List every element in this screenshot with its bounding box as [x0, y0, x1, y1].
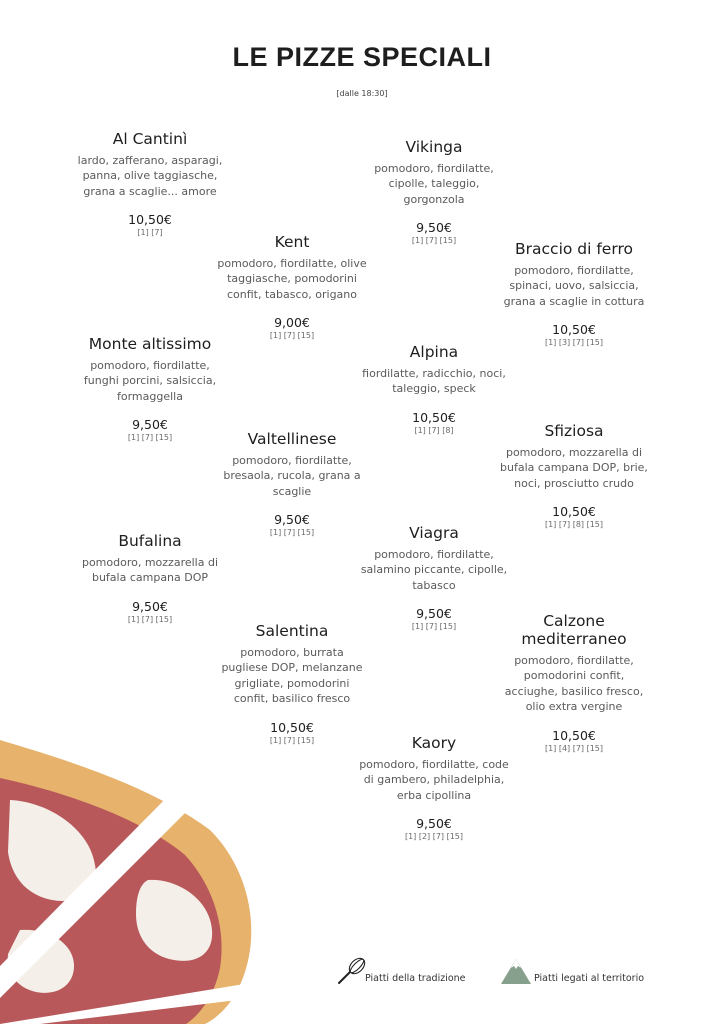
pizza-item-al-cantini	[75, 130, 225, 237]
pizza-item-kaory	[359, 734, 509, 841]
pizza-ingredients: lardo, zafferano, asparagi, panna, olive taggiasche, grana a scaglie... amore	[77, 154, 223, 198]
pizza-name: Alpina	[409, 343, 459, 361]
pizza-allergens: [1] [4] [7] [15]	[544, 743, 604, 753]
pizza-name: Vikinga	[405, 138, 463, 156]
pizza-allergens: [1] [7] [15]	[269, 528, 315, 538]
pizza-item-sfiziosa	[499, 422, 649, 529]
pizza-price: 10,50€	[128, 212, 172, 228]
pizza-price: 10,50€	[270, 719, 314, 735]
pizza-ingredients: pomodoro, fiordilatte, funghi porcini, salsiccia, formaggella	[83, 359, 217, 403]
pizza-name: Bufalina	[118, 532, 182, 550]
pizza-allergens: [1] [3] [7] [15]	[544, 338, 604, 348]
pizza-item-monte-altissimo	[75, 335, 225, 442]
pizza-allergens: [1] [7]	[137, 228, 163, 238]
pizza-ingredients: fiordilatte, radicchio, noci, taleggio, speck	[362, 367, 506, 396]
pizza-ingredients: pomodoro, fiordilatte, salamino piccante, cipolle, tabasco	[360, 548, 508, 592]
pizza-allergens: [1] [7] [8]	[414, 425, 454, 435]
pizza-item-salentina	[217, 622, 367, 745]
pizza-price: 9,50€	[416, 816, 452, 832]
pizza-item-braccio-di-ferro	[499, 240, 649, 347]
pizza-allergens: [1] [7] [15]	[269, 331, 315, 341]
pizza-name: Al Cantinì	[112, 130, 188, 148]
pizza-price: 9,00€	[274, 315, 310, 331]
pizza-allergens: [1] [7] [15]	[127, 614, 173, 624]
pizza-price: 9,50€	[132, 598, 168, 614]
pizza-ingredients: pomodoro, fiordilatte, olive taggiasche, pomodorini confit, tabasco, origano	[217, 257, 367, 301]
pizza-price: 9,50€	[416, 220, 452, 236]
pizza-ingredients: pomodoro, fiordilatte, cipolle, taleggio, gorgonzola	[374, 162, 494, 206]
pizza-price: 10,50€	[552, 727, 596, 743]
whisk-icon	[337, 956, 367, 986]
pizza-item-vikinga	[359, 138, 509, 245]
pizza-item-bufalina	[75, 532, 225, 624]
page-subtitle: [dalle 18:30]	[336, 89, 388, 98]
pizza-allergens: [1] [7] [15]	[127, 433, 173, 443]
pizza-price: 10,50€	[412, 409, 456, 425]
pizza-name: Braccio di ferro	[515, 240, 633, 258]
pizza-ingredients: pomodoro, mozzarella di bufala campana DOP	[81, 556, 219, 585]
pizza-ingredients: pomodoro, mozzarella di bufala campana DOP, brie, noci, prosciutto crudo	[500, 446, 648, 490]
pizza-price: 9,50€	[132, 417, 168, 433]
pizza-price: 10,50€	[552, 504, 596, 520]
pizza-name: Valtellinese	[247, 430, 337, 448]
pizza-name: Calzone mediterraneo	[521, 612, 627, 648]
pizza-item-kent	[217, 233, 367, 340]
pizza-price: 9,50€	[416, 606, 452, 622]
pizza-allergens: [1] [7] [8] [15]	[544, 520, 604, 530]
page-title: LE PIZZE SPECIALI	[232, 42, 492, 72]
pizza-allergens: [1] [7] [15]	[411, 236, 457, 246]
pizza-ingredients: pomodoro, fiordilatte, bresaola, rucola, grana a scaglie	[223, 454, 361, 498]
pizza-ingredients: pomodoro, fiordilatte, spinaci, uovo, salsiccia, grana a scaglie in cottura	[503, 264, 645, 308]
pizza-name: Sfiziosa	[544, 422, 604, 440]
pizza-ingredients: pomodoro, burrata pugliese DOP, melanzane grigliate, pomodorini confit, basilico fresco	[221, 646, 363, 706]
mountain-icon	[500, 956, 532, 986]
pizza-item-valtellinese	[217, 430, 367, 537]
pizza-name: Salentina	[255, 622, 329, 640]
pizza-name: Kaory	[411, 734, 457, 752]
legend-tradition-label: Piatti della tradizione	[365, 973, 466, 984]
pizza-item-viagra	[359, 524, 509, 631]
pizza-price: 9,50€	[274, 512, 310, 528]
pizza-allergens: [1] [7] [15]	[269, 735, 315, 745]
pizza-item-alpina	[359, 343, 509, 435]
pizza-ingredients: pomodoro, fiordilatte, code di gambero, philadelphia, erba cipollina	[359, 758, 509, 802]
pizza-name: Kent	[274, 233, 310, 251]
pizza-price: 10,50€	[552, 322, 596, 338]
pizza-name: Monte altissimo	[88, 335, 212, 353]
pizza-illustration	[0, 740, 320, 1024]
legend-territory-label: Piatti legati al territorio	[534, 973, 645, 984]
pizza-allergens: [1] [7] [15]	[411, 622, 457, 632]
pizza-allergens: [1] [2] [7] [15]	[404, 832, 464, 842]
pizza-name: Viagra	[409, 524, 459, 542]
pizza-item-calzone-mediterraneo	[499, 612, 649, 753]
pizza-ingredients: pomodoro, fiordilatte, pomodorini confit, acciughe, basilico fresco, olio extra vergine	[504, 654, 644, 714]
